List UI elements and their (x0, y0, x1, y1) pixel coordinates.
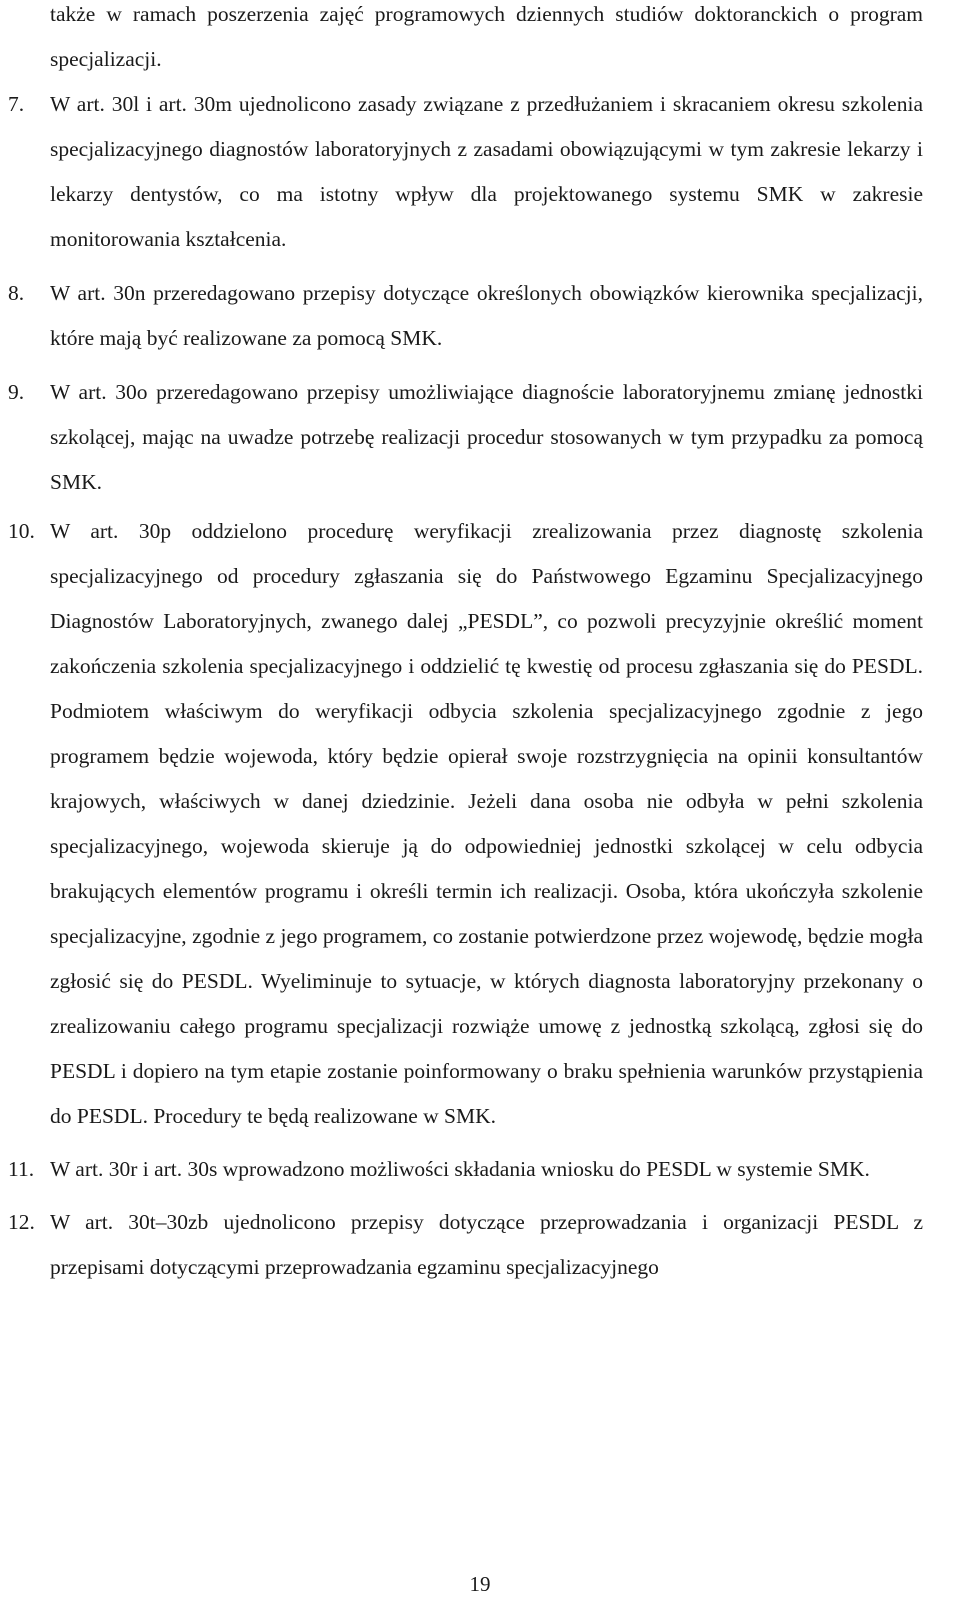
item-text: W art. 30n przeredagowano przepisy dotyczące określonych obowiązków kierownika specjalizacji, które mają być realizowane za pomocą SMK. (50, 281, 923, 350)
item-number: 12. (8, 1210, 35, 1234)
item-number: 9. (8, 380, 25, 404)
item-text: W art. 30r i art. 30s wprowadzono możliwości składania wniosku do PESDL w systemie SMK. (50, 1157, 870, 1181)
document-page (8, 0, 923, 1290)
item-text: W art. 30p oddzielono procedurę weryfikacji zrealizowania przez diagnostę szkolenia specjalizacyjnego od procedury zgłaszania się do Państwowego Egzaminu Specjalizacyjnego Diagnostów Laboratoryjnych, zwanego dalej „PESDL”, co pozwoli precyzyjnie określić moment zakończenia szkolenia specjalizacyjnego i oddzielić tę kwestię od procesu zgłaszania się do PESDL. Podmiotem właściwym do weryfikacji odbycia szkolenia specjalizacyjnego zgodnie z jego programem będzie wojewoda, który będzie opierał swoje rozstrzygnięcia na opinii konsultantów krajowych, właściwych w danej dziedzinie. Jeżeli dana osoba nie odbyła w pełni szkolenia specjalizacyjnego, wojewoda skieruje ją do odpowiedniej jednostki szkolącej w celu odbycia brakujących elementów programu i określi termin ich realizacji. Osoba, która ukończyła szkolenie specjalizacyjne, zgodnie z jego programem, co zostanie potwierdzone przez wojewodę, będzie mogła zgłosić się do PESDL. Wyeliminuje to sytuacje, w których diagnosta laboratoryjny przekonany o zrealizowaniu całego programu specjalizacji rozwiąże umowę z jednostką szkolącą, zgłosi się do PESDL i dopiero na tym etapie zostanie poinformowany o braku spełnienia warunków przystąpienia do PESDL. Procedury te będą realizowane w SMK. (50, 519, 923, 1128)
list-item-8 (8, 271, 923, 361)
page-number: 19 (469, 1572, 491, 1596)
list-item-9 (8, 370, 923, 505)
item-number: 10. (8, 519, 35, 543)
list-item-10 (8, 509, 923, 1139)
item-text: W art. 30t–30zb ujednolicono przepisy dotyczące przeprowadzania i organizacji PESDL z przepisami dotyczącymi przeprowadzania egzaminu specjalizacyjnego (50, 1210, 923, 1279)
list-item-11 (8, 1147, 923, 1192)
list-item-7 (8, 82, 923, 262)
item-number: 7. (8, 92, 25, 116)
item-text: W art. 30o przeredagowano przepisy umożliwiające diagnoście laboratoryjnemu zmianę jednostki szkolącej, mając na uwadze potrzebę realizacji procedur stosowanych w tym przypadku za pomocą SMK. (50, 380, 923, 494)
item-text: W art. 30l i art. 30m ujednolicono zasady związane z przedłużaniem i skracaniem okresu szkolenia specjalizacyjnego diagnostów laboratoryjnych z zasadami obowiązującymi w tym zakresie lekarzy i lekarzy dentystów, co ma istotny wpływ dla projektowanego systemu SMK w zakresie monitorowania kształcenia. (50, 92, 923, 251)
item-number: 8. (8, 281, 25, 305)
list-item-12 (8, 1200, 923, 1290)
continuation-paragraph: także w ramach poszerzenia zajęć programowych dziennych studiów doktoranckich o program specjalizacji. (50, 2, 923, 71)
item-number: 11. (8, 1157, 35, 1181)
